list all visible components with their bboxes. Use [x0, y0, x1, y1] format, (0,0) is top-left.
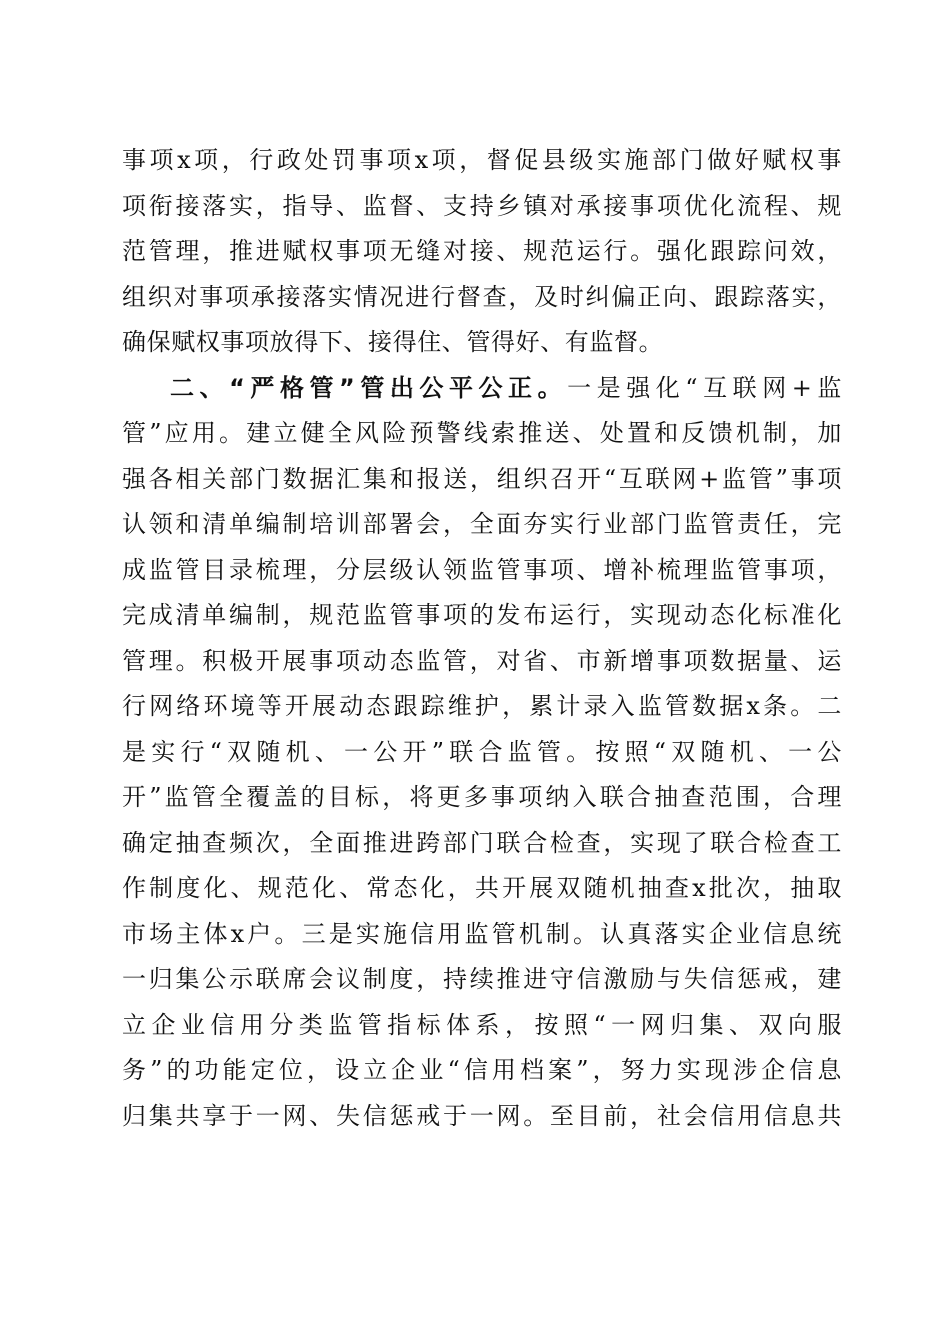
- text-line: 管理。积极开展事项动态监管，对省、市新增事项数据量、运: [122, 646, 842, 675]
- paragraph-2: [122, 366, 842, 1140]
- text-line: [122, 366, 842, 412]
- text-line: 项衔接落实，指导、监督、支持乡镇对承接事项优化流程、规: [122, 191, 842, 220]
- text-line: 务”的功能定位，设立企业“信用档案”，努力实现涉企信息: [122, 1056, 842, 1084]
- paragraph-1: [122, 138, 842, 366]
- text-line: 组织对事项承接落实情况进行督查，及时纠偏正向、跟踪落实，: [122, 282, 842, 311]
- text-line: 立企业信用分类监管指标体系，按照“一网归集、双向服: [122, 1010, 842, 1039]
- text-line: 事项x项，行政处罚事项x项，督促县级实施部门做好赋权事: [122, 146, 842, 174]
- text-line: 认领和清单编制培训部署会，全面夯实行业部门监管责任，完: [122, 510, 842, 538]
- text-line: 市场主体x户。三是实施信用监管机制。认真落实企业信息统: [122, 919, 842, 948]
- text-line: 归集共享于一网、失信惩戒于一网。至目前，社会信用信息共: [122, 1101, 842, 1130]
- text-line: 完成清单编制，规范监管事项的发布运行，实现动态化标准化: [122, 601, 842, 629]
- text-line: 确保赋权事项放得下、接得住、管得好、有监督。: [122, 328, 664, 356]
- text-line: 成监管目录梳理，分层级认领监管事项、增补梳理监管事项，: [122, 555, 842, 584]
- text-line: 管”应用。建立健全风险预警线索推送、处置和反馈机制，加: [122, 419, 842, 447]
- text-line: 确定抽查频次，全面推进跨部门联合检查，实现了联合检查工: [122, 828, 842, 857]
- text-line: 强各相关部门数据汇集和报送，组织召开“互联网+监管”事项: [122, 464, 842, 493]
- body-text: [122, 138, 842, 1139]
- text-line: 范管理，推进赋权事项无缝对接、规范运行。强化跟踪问效，: [122, 237, 842, 265]
- text-span: 一是强化“互联网+监: [567, 373, 842, 402]
- section-heading: 二、“严格管”管出公平公正。: [170, 373, 568, 402]
- text-line: 行网络环境等开展动态跟踪维护，累计录入监管数据x条。二: [122, 692, 842, 720]
- text-line: 一归集公示联席会议制度，持续推进守信激励与失信惩戒，建: [122, 965, 842, 993]
- text-line: 是实行“双随机、一公开”联合监管。按照“双随机、一公: [122, 737, 842, 766]
- text-line: 开”监管全覆盖的目标，将更多事项纳入联合抽查范围，合理: [122, 783, 842, 811]
- text-line: 作制度化、规范化、常态化，共开展双随机抽查x批次，抽取: [122, 874, 842, 902]
